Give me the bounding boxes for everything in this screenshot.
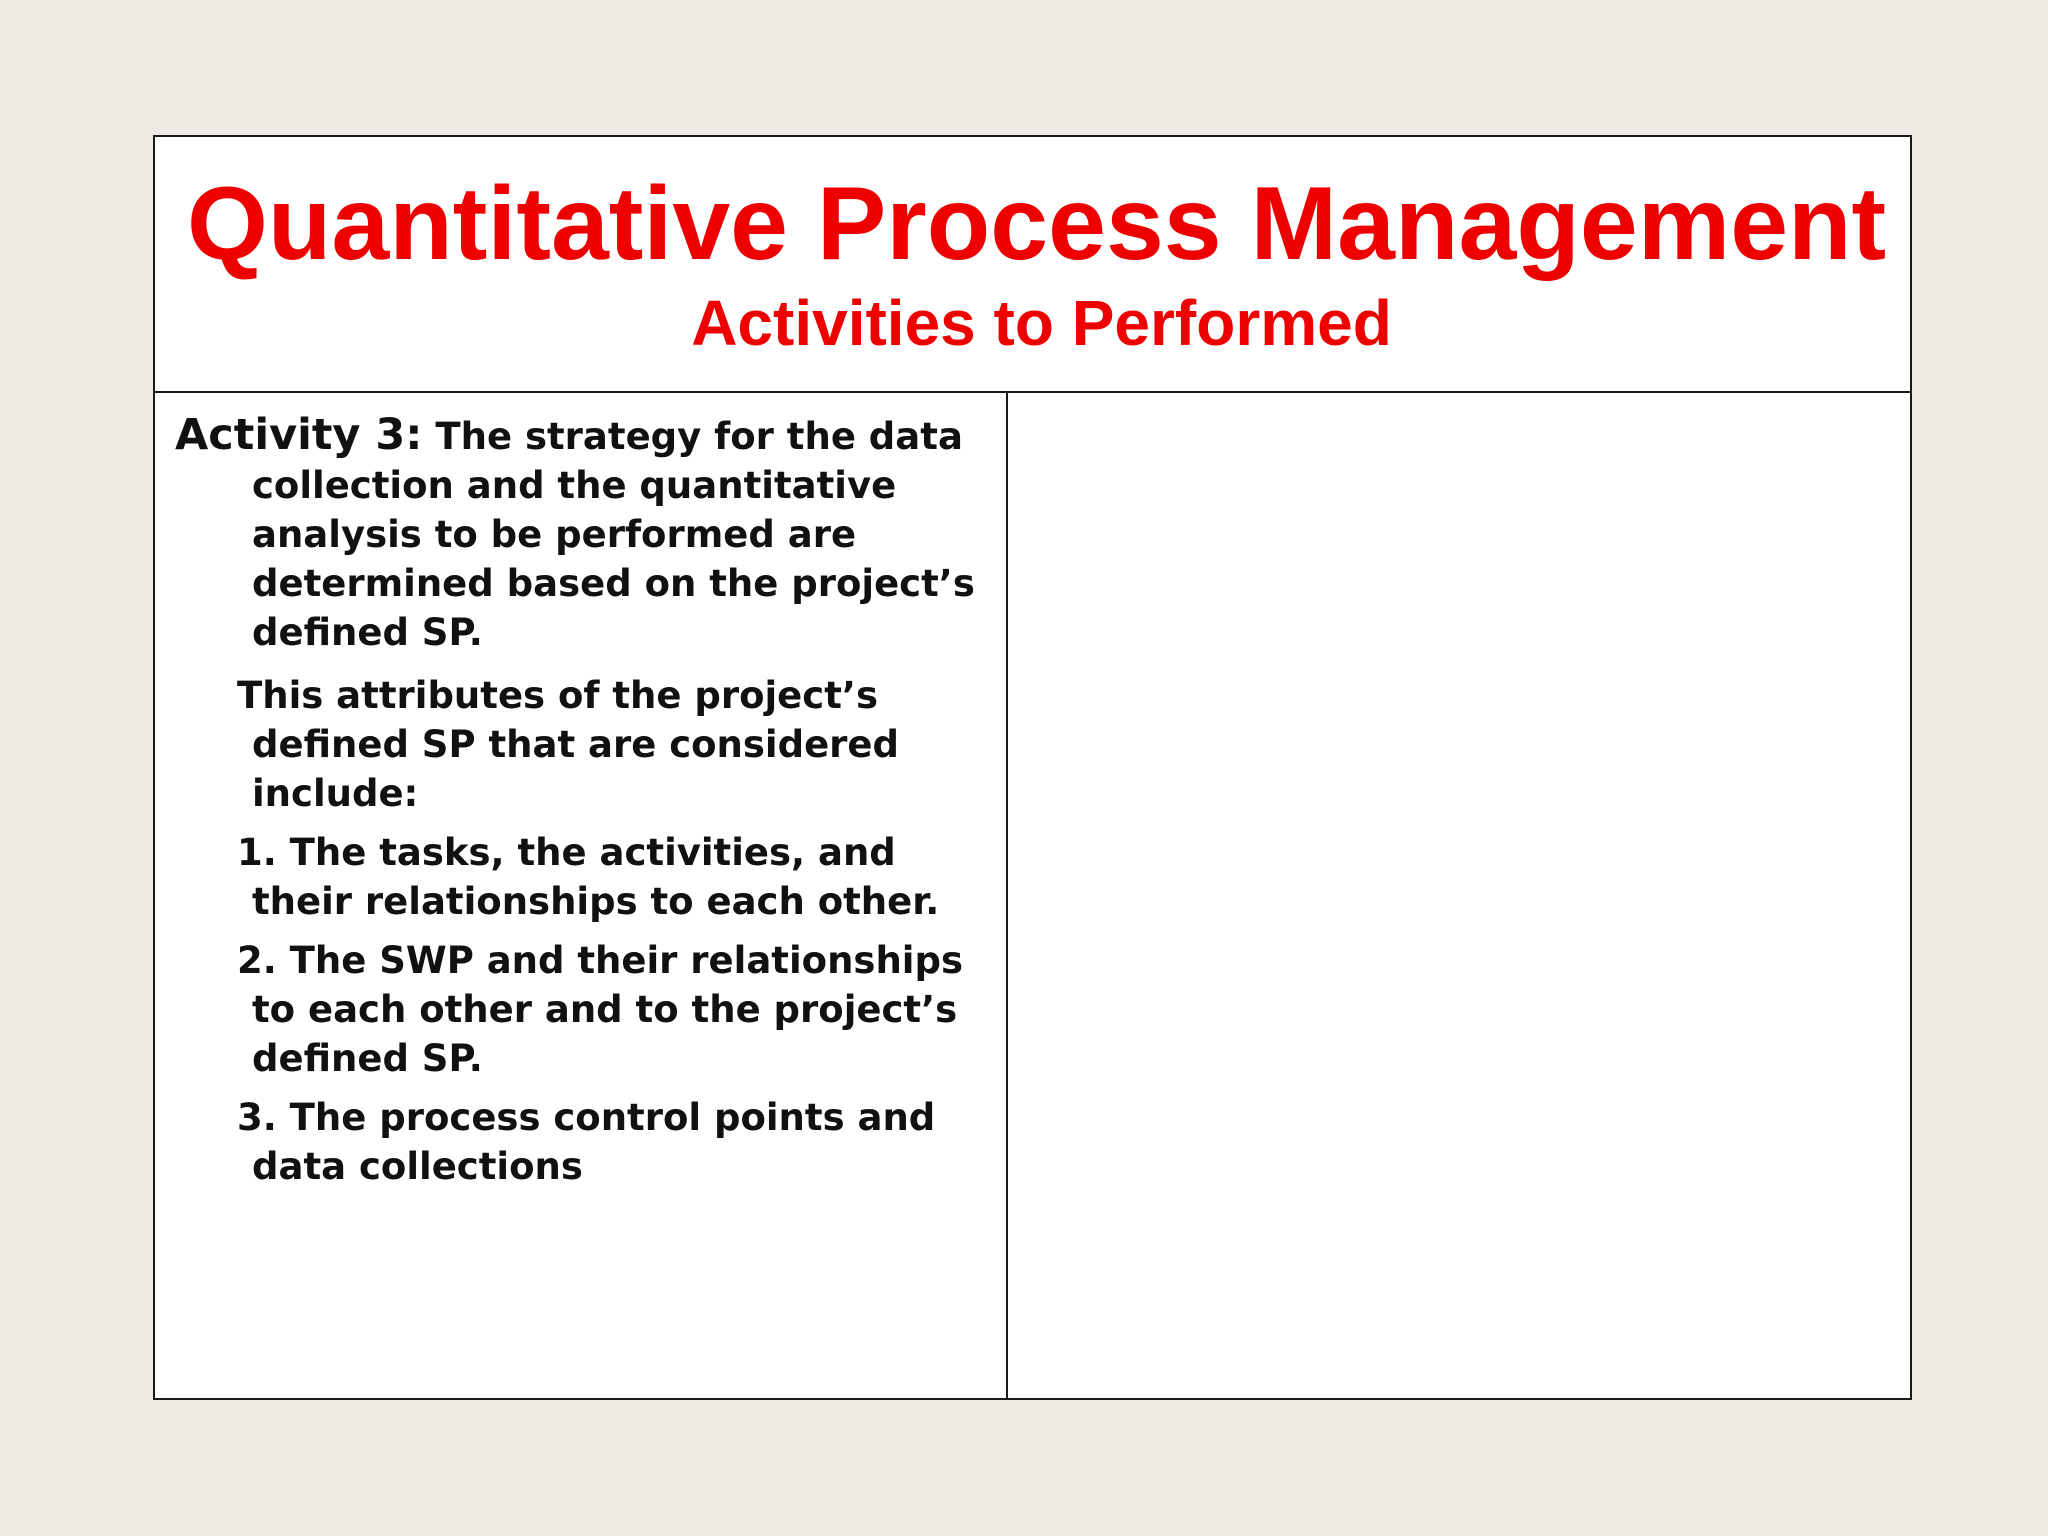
intro-paragraph: This attributes of the project’s defined SP that are considered include: <box>237 674 900 815</box>
slide-title: Quantitative Process Management <box>187 166 1887 282</box>
list-item: 2. The SWP and their relationships to each other and to the project’s defined SP. <box>237 939 963 1080</box>
content-left-cell <box>155 393 1008 1398</box>
activity-paragraph <box>175 411 995 657</box>
slide-frame <box>153 135 1912 1400</box>
list-item: 1. The tasks, the activities, and their relationships to each other. <box>237 831 940 923</box>
content-right-cell <box>1008 393 1910 1398</box>
activity-label: Activity 3: <box>175 410 423 460</box>
body-text <box>175 411 995 1201</box>
activity-text: The strategy for the data collection and the quantitative analysis to be performed are determined based on the project’s defined SP. <box>252 415 975 654</box>
list-item: 3. The process control points and data collections <box>237 1096 936 1188</box>
slide-subtitle: Activities to Performed <box>691 287 1392 359</box>
title-area <box>155 137 1910 393</box>
